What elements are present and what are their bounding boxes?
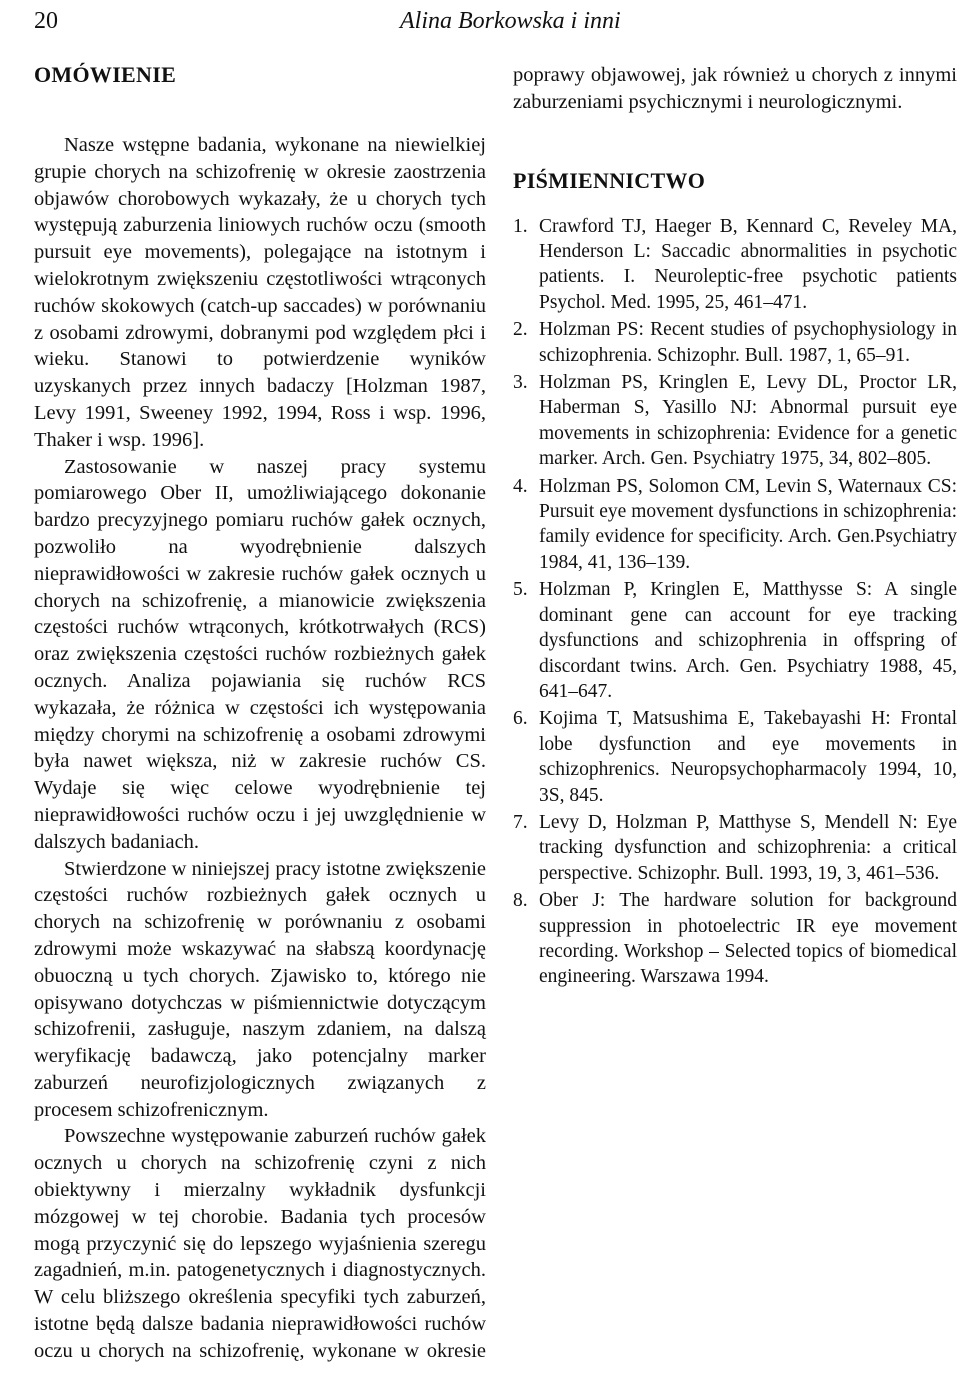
reference-number: 8. bbox=[513, 890, 528, 912]
reference-item bbox=[513, 474, 957, 576]
section-heading-discussion: OMÓWIENIE bbox=[34, 62, 177, 87]
reference-item bbox=[513, 810, 957, 886]
running-head: Alina Borkowska i inni bbox=[400, 8, 621, 34]
discussion-paragraph-2: Zastosowanie w naszej pracy systemu pomiarowego Ober II, umożliwiającego dokonanie bardzo precyzyjnego pomiaru ruchów gałek ocznych, pozwoliło na wyodrębnienie dalszych nieprawidłowości w zakresie ruchów gałek ocznych u chorych na schizofrenię, a mianowicie zwiększenia częstości ruchów wtrąconych, krótkotrwałych (RCS) oraz zwiększenia częstości ruchów rozbieżnych gałek ocznych. Analiza pojawiania się ruchów RCS wykazała, że różnica w częstości ich występowania między chorymi na schizofrenię a osobami zdrowymi była nawet większa, niż w zakresie ruchów CS. Wydaje się więc celowe wyodrębnienie tej nieprawidłowości ruchów oczu i jej uwzględnienie w dalszych badaniach. bbox=[34, 455, 486, 853]
reference-text: Crawford TJ, Haeger B, Kennard C, Reveley MA, Henderson L: Saccadic abnormalities in psychotic patients. I. Neuroleptic-free psychotic patients Psychol. Med. 1995, 25, 461–471. bbox=[539, 215, 957, 313]
page-number: 20 bbox=[34, 8, 58, 34]
right-column bbox=[513, 62, 957, 992]
reference-number: 2. bbox=[513, 319, 528, 341]
reference-item bbox=[513, 370, 957, 472]
reference-text: Holzman PS, Kringlen E, Levy DL, Proctor LR, Haberman S, Yasillo NJ: Abnormal pursuit eye movements in schizophrenia: Evidence for a genetic marker. Arch. Gen. Psychiatry 1975, 34, 802–805. bbox=[539, 372, 957, 470]
reference-text: Levy D, Holzman P, Matthyse S, Mendell N: Eye tracking dysfunction and schizophrenia: a critical perspective. Schizophr. Bull. 1993, 19, 3, 461–536. bbox=[539, 811, 957, 884]
reference-number: 6. bbox=[513, 708, 528, 730]
reference-item bbox=[513, 577, 957, 704]
references-list bbox=[513, 214, 957, 990]
reference-text: Holzman P, Kringlen E, Matthysse S: A single dominant gene can account for eye tracking dysfunctions and schizophrenia in offspring of discordant twins. Arch. Gen. Psychiatry 1988, 45, 641–647. bbox=[539, 579, 957, 702]
discussion-paragraph-4-continued: poprawy objawowej, jak również u chorych z innymi zaburzeniami psychicznymi i neurologicznymi. bbox=[513, 64, 957, 113]
reference-number: 7. bbox=[513, 811, 528, 833]
left-column bbox=[34, 62, 486, 1365]
reference-number: 1. bbox=[513, 215, 528, 237]
reference-text: Ober J: The hardware solution for background suppression in photoelectric IR eye movement recording. Workshop – Selected topics of biomedical engineering. Warszawa 1994. bbox=[539, 890, 957, 988]
discussion-paragraph-4: Powszechne występowanie zaburzeń ruchów gałek ocznych u chorych na schizofrenię czyni z nich obiektywny i mierzalny wykładnik dysfunkcji mózgowej w tej chorobie. Badania tych procesów mogą przyczynić się do lepszego wyjaśnienia szeregu zagadnień, m.in. patogenetycznych i diagnostycznych. W celu bliższego określenia specyfiki tych zaburzeń, istotne będą dalsze badania nieprawidłowości ruchów oczu u chorych na schizofrenię, wykonane w okresie bbox=[34, 1125, 486, 1362]
reference-number: 5. bbox=[513, 579, 528, 601]
discussion-paragraph-3: Stwierdzone w niniejszej pracy istotne zwiększenie częstości ruchów rozbieżnych gałek ocznych u chorych na schizofrenię w porównaniu z osobami zdrowymi może wskazywać na słabszą koordynację obuoczną u tych chorych. Zjawisko to, którego nie opisywano dotychczas w piśmiennictwie dotyczącym schizofrenii, zasługuje, naszym zdaniem, na dalszą weryfikację badawczą, jako potencjalny marker zaburzeń neurofizjologicznych związanych z procesem schizofrenicznym. bbox=[34, 857, 486, 1121]
reference-item bbox=[513, 214, 957, 316]
reference-item bbox=[513, 317, 957, 368]
reference-number: 4. bbox=[513, 475, 528, 497]
reference-text: Holzman PS, Solomon CM, Levin S, Waternaux CS: Pursuit eye movement dysfunctions in schizophrenia: family evidence for specificity. Arch. Gen.Psychiatry 1984, 41, 136–139. bbox=[539, 475, 957, 573]
section-heading-references: PIŚMIENNICTWO bbox=[513, 167, 706, 193]
reference-number: 3. bbox=[513, 372, 528, 394]
discussion-paragraph-1: Nasze wstępne badania, wykonane na niewielkiej grupie chorych na schizofrenię w okresie zaostrzenia objawów chorobowych wykazały, że u chorych tych występują zaburzenia liniowych ruchów oczu (smooth pursuit eye movements), polegające na istotnym i wielokrotnym zwiększeniu częstotliwości wtrąconych ruchów skokowych (catch-up saccades) w porównaniu z osobami zdrowymi, dobranymi pod względem płci i wieku. Stanowi to potwierdzenie wyników uzyskanych przez innych badaczy [Holzman 1987, Levy 1991, Sweeney 1992, 1994, Ross i wsp. 1996, Thaker i wsp. 1996]. bbox=[34, 134, 486, 451]
reference-item bbox=[513, 888, 957, 990]
reference-item bbox=[513, 706, 957, 808]
reference-text: Kojima T, Matsushima E, Takebayashi H: Frontal lobe dysfunction and eye movements in schizophrenics. Neuropsychopharmacoly 1994, 10, 3S, 845. bbox=[539, 708, 957, 806]
reference-text: Holzman PS: Recent studies of psychophysiology in schizophrenia. Schizophr. Bull. 1987, 1, 65–91. bbox=[539, 319, 957, 366]
